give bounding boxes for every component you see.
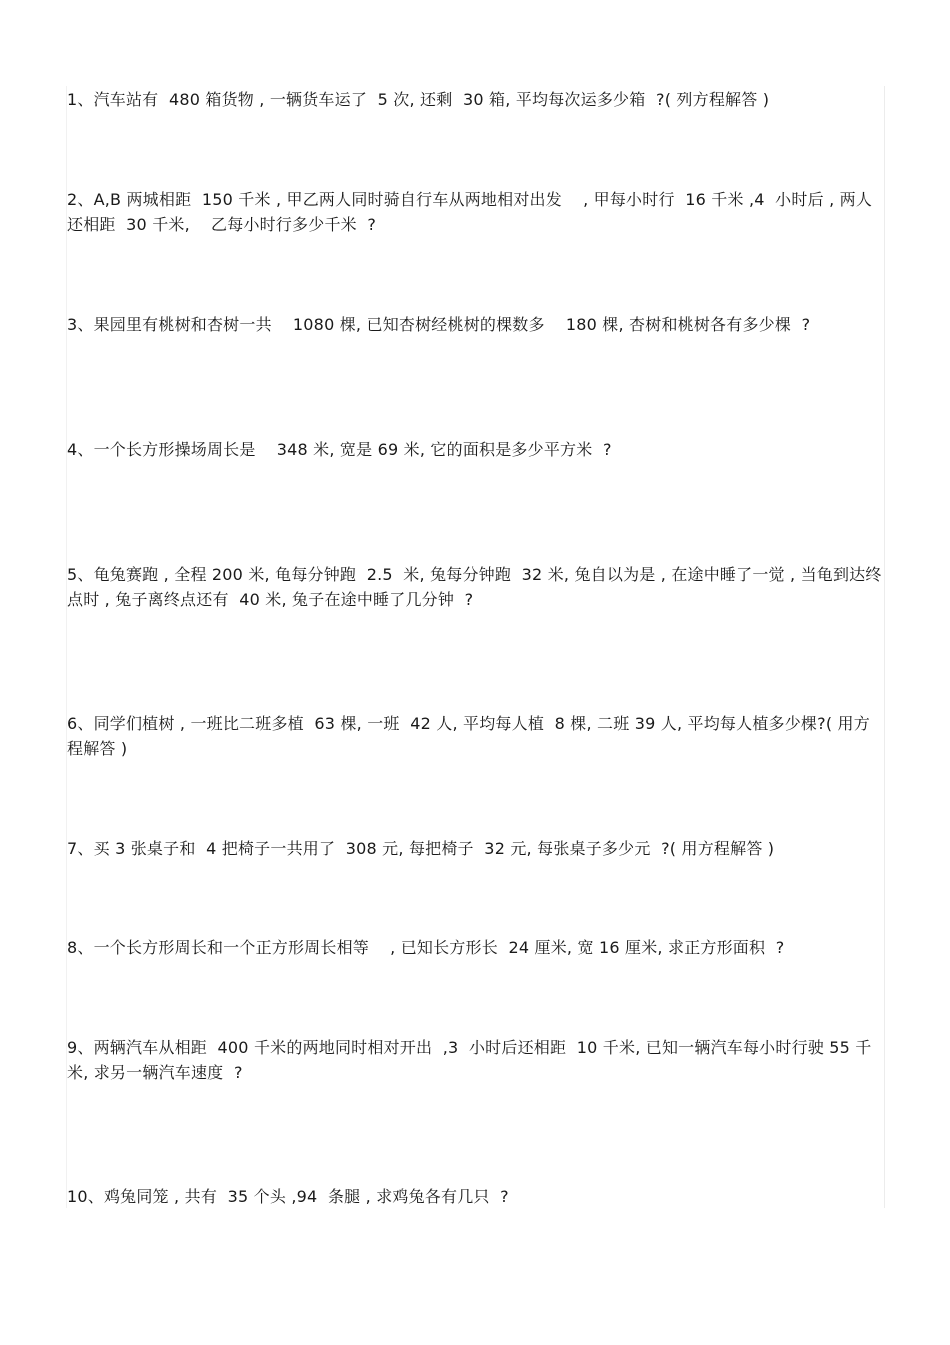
problem-5: 5、龟兔赛跑 , 全程 200 米, 龟每分钟跑 2.5 米, 兔每分钟跑 32 米, 兔自以为是 , 在途中睡了一觉 , 当龟到达终点时 , 兔子离终点还有 40 米, 兔子在途中睡了几分钟 ? xyxy=(67,565,882,609)
problem-9: 9、两辆汽车从相距 400 千米的两地同时相对开出 ,3 小时后还相距 10 千米, 已知一辆汽车每小时行驶 55 千米, 求另一辆汽车速度 ? xyxy=(67,1038,872,1082)
problem-4: 4、一个长方形操场周长是 348 米, 宽是 69 米, 它的面积是多少平方米 ? xyxy=(67,440,612,459)
problem-3: 3、果园里有桃树和杏树一共 1080 棵, 已知杏树经桃树的棵数多 180 棵, 杏树和桃树各有多少棵 ? xyxy=(67,315,811,334)
problem-2: 2、A,B 两城相距 150 千米 , 甲乙两人同时骑自行车从两地相对出发 , 甲每小时行 16 千米 ,4 小时后 , 两人还相距 30 千米, 乙每小时行多少千米 ? xyxy=(67,190,873,234)
problem-7: 7、买 3 张桌子和 4 把椅子一共用了 308 元, 每把椅子 32 元, 每张桌子多少元 ?( 用方程解答 ) xyxy=(67,839,775,858)
problem-6: 6、同学们植树 , 一班比二班多植 63 棵, 一班 42 人, 平均每人植 8 棵, 二班 39 人, 平均每人植多少棵?( 用方程解答 ) xyxy=(67,714,870,758)
problem-10: 10、鸡兔同笼 , 共有 35 个头 ,94 条腿 , 求鸡兔各有几只 ? xyxy=(67,1187,509,1206)
problem-8: 8、一个长方形周长和一个正方形周长相等 , 已知长方形长 24 厘米, 宽 16 厘米, 求正方形面积 ? xyxy=(67,938,785,957)
problem-1: 1、汽车站有 480 箱货物 , 一辆货车运了 5 次, 还剩 30 箱, 平均每次运多少箱 ?( 列方程解答 ) xyxy=(67,90,770,109)
